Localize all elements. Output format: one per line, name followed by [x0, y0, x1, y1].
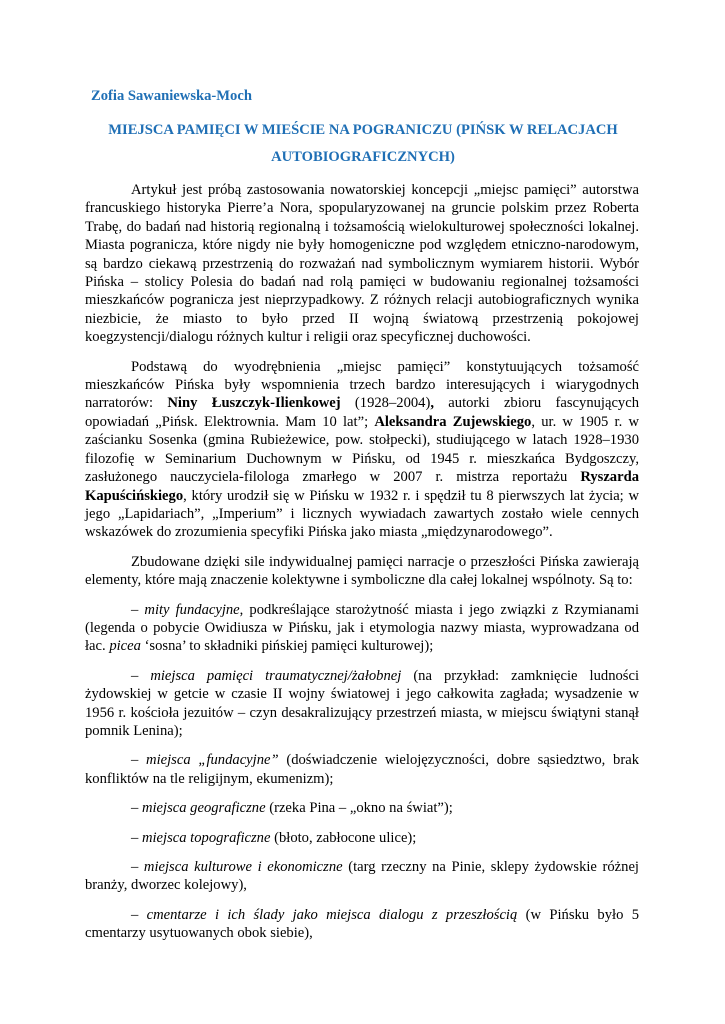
list-term: cmentarze i ich ślady jako miejsca dialogu z przeszłością [146, 906, 518, 923]
list-item [85, 667, 639, 741]
list-text: (na przykład: zamknięcie ludności żydowskiej w getcie w czasie II wojny światowej i jego całkowita zagłada; wysadzenie w 1956 r. kościoła jezuitów – czyn desakralizujący przestrzeń miasta, w miejscu świątyni stanął pomnik Lenina); [85, 667, 640, 739]
list-text: ‘sosna’ to składniki pińskiej pamięci kulturowej); [140, 638, 434, 655]
paragraph-abstract: Artykuł jest próbą zastosowania nowatorskiej koncepcji „miejsc pamięci” autorstwa francuskiego historyka Pierre’a Nora, spopularyzowanej na gruncie polskim przez Roberta Trabę, do badań nad historią regionalną i tożsamością wielokulturowej społeczności lokalnej. Miasta pogranicza, które nigdy nie były homogeniczne pod względem etniczno-narodowym, są bardzo ciekawą przestrzenią do rozważań nad symbolicznym wymiarem historii. Wybór Pińska – stolicy Polesia do badań nad rolą pamięci w budowaniu regionalnej tożsamości mieszkańców pogranicza jest nieprzypadkowy. Z różnych relacji autobiograficznych wynika niezbicie, że miasto to było przed II wojną światową przestrzenią pokojowej koegzystencji/dialogu różnych kultur i religii oraz specyficznej duchowości. [85, 182, 639, 346]
list-term: mity fundacyjne [144, 601, 240, 618]
title-line-1: MIEJSCA PAMIĘCI W MIEŚCIE NA POGRANICZU (PIŃSK W RELACJACH [108, 122, 618, 138]
list-text: (doświadczenie wielojęzyczności, dobre sąsiedztwo, brak konfliktów na tle religijnym, ekumenizm); [85, 752, 639, 787]
paragraph-narrators [85, 358, 639, 542]
text-segment: Podstawą do wyodrębnienia „miejsc pamięci” konstytuujących tożsamość mieszkańców Pińska były wspomnienia trzech bardzo interesujących i wiarygodnych narratorów: [85, 358, 639, 412]
list-term: picea [109, 638, 141, 655]
list-text: (błoto, zabłocone ulice); [270, 829, 417, 846]
text-segment: , ur. w 1905 r. w zaścianku Sosenka (gmina Rubieżewice, pow. stołpecki), studiującego w latach 1928–1930 filozofię w Seminarium Duchownym w Pińsku, od 1945 r. mieszkańca Bydgoszczy, zasłużonego nauczyciela-filologa zmarłego w 2007 r. mistrza reportażu [85, 413, 640, 486]
article-title [98, 117, 628, 170]
list-text: (rzeka Pina – „okno na świat”); [265, 800, 453, 817]
list-text: , podkreślające starożytność miasta i jego związki z Rzymianami (legenda o pobycie Owidiusza w Pińsku, jak i etymologia nazwy miasta, wyprowadzana od łac. [85, 601, 639, 655]
narrator-name: Niny Łuszczyk-Ilienkowej [167, 395, 341, 412]
list-item [85, 751, 639, 788]
text-segment: autorki zbioru fascynujących opowiadań „Pińsk. Elektrownia. Mam 10 lat”; [85, 395, 639, 430]
list-term: miejsca pamięci traumatycznej/żałobnej [150, 667, 402, 684]
list-item [85, 799, 639, 817]
text-segment: , [430, 395, 434, 412]
list-term: miejsca geograficzne [141, 800, 266, 817]
list-dash: – [131, 906, 147, 923]
article-body [85, 181, 639, 954]
list-dash: – [131, 752, 147, 769]
list-item [85, 601, 639, 656]
list-item [85, 906, 639, 943]
paragraph-intro-list: Zbudowane dzięki sile indywidualnej pamięci narracje o przeszłości Pińska zawierają elementy, które mają znaczenie kolektywne i symboliczne dla całej lokalnej wspólnoty. Są to: [85, 553, 639, 589]
list-dash: – [131, 829, 142, 846]
text-segment: , który urodził się w Pińsku w 1932 r. i spędził tu 8 pierwszych lat życia; w jego „Lapidariach”, „Imperium” i licznych wywiadach zawartych zostało wiele cennych wskazówek do zrozumienia specyfiki Pińska jako miasta „międzynarodowego”. [85, 487, 639, 541]
list-term: miejsca „fundacyjne” [146, 752, 279, 769]
list-item [85, 829, 639, 847]
narrator-name: Ryszarda Kapuścińskiego [85, 469, 639, 504]
list-item [85, 858, 639, 895]
author-name: Zofia Sawaniewska-Moch [91, 88, 252, 104]
list-dash: – [131, 859, 144, 875]
list-text: (targ rzeczny na Pinie, sklepy żydowskie różnej branży, dworzec kolejowy), [85, 859, 639, 894]
list-text: (w Pińsku było 5 cmentarzy usytuowanych obok siebie), [85, 906, 640, 942]
list-term: miejsca topograficzne [141, 829, 271, 846]
list-dash: – [131, 601, 145, 618]
list-dash: – [131, 800, 142, 817]
title-line-2: AUTOBIOGRAFICZNYCH) [271, 148, 455, 165]
text-segment: (1928–2004) [340, 395, 431, 412]
list-term: miejsca kulturowe i ekonomiczne [143, 859, 343, 875]
narrator-name: Aleksandra Zujewskiego [374, 413, 532, 430]
list-dash: – [131, 667, 151, 684]
